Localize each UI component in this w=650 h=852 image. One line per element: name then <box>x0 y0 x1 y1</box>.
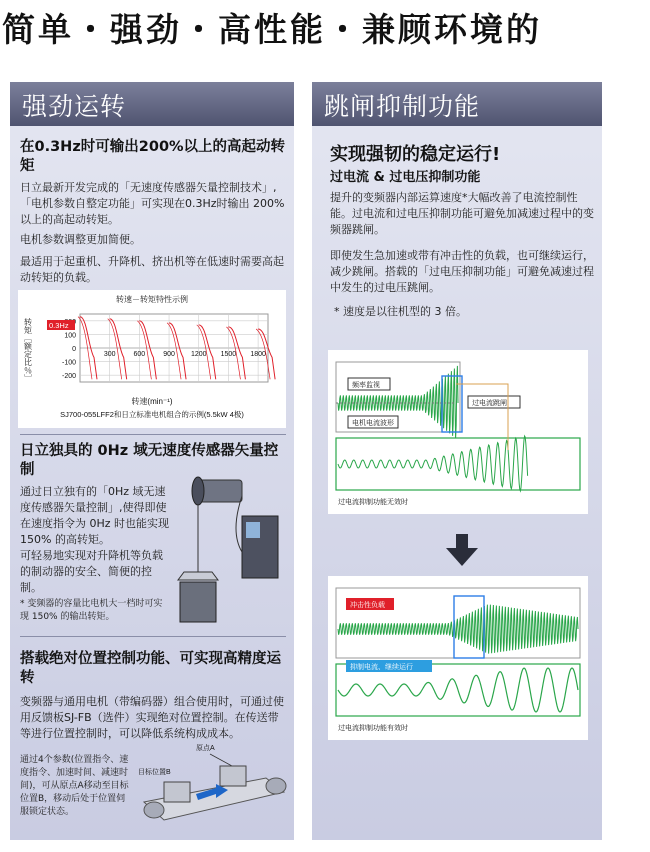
target-b-label: 目标位置B <box>138 769 171 776</box>
torque-chart-panel <box>18 290 286 428</box>
chart-y-tick: -100 <box>61 359 76 367</box>
chart-x-tick: 1200 <box>190 351 207 358</box>
box-origin <box>220 766 246 786</box>
left-column-title: 强劲运转 <box>10 82 294 126</box>
s1-heading: 在0.3Hz时可输出200%以上的高起动转矩 <box>20 139 286 174</box>
load-box <box>180 582 216 622</box>
chart-y-tick: 100 <box>64 332 76 340</box>
conveyor-roller-right <box>266 778 286 794</box>
right-column <box>312 82 602 840</box>
s1-paragraph-1: 日立最新开发完成的「无速度传感器矢量控制技术」,「电机参数自整定功能」可实现在0.3Hz时输出 200% 以上的高起动转矩。 <box>20 181 285 226</box>
conveyor-illustration <box>136 738 288 832</box>
graph1-caption: 过电流抑制功能无效时 <box>338 499 408 506</box>
hoist-illustration <box>170 472 288 632</box>
chart-x-tick: 300 <box>103 351 116 358</box>
graph1-current-label: 电机电流波形 <box>352 420 394 427</box>
chart-x-tick: 600 <box>133 351 146 358</box>
down-arrow-icon <box>446 534 478 566</box>
s2-heading: 日立独具的 0Hz 域无速度传感器矢量控制 <box>20 443 279 478</box>
s3-heading: 搭载绝对位置控制功能、可实现高精度运转 <box>20 651 281 686</box>
s3-note: 通过4个参数(位置指令、速度指令、加速时间、减速时间)，可从原点A移动至目标位置B，移动后处于位置伺服锁定状态。 <box>20 755 129 817</box>
s2-note: * 变频器的容量比电机大一档时可实现 150% 的输出转矩。 <box>20 599 163 622</box>
graph1-trip-label: 过电流跳闸 <box>472 400 507 407</box>
graph-disabled <box>328 350 588 514</box>
chart-x-label: 转速(min⁻¹) <box>131 397 173 406</box>
chart-grid <box>80 314 268 382</box>
left-column <box>10 82 294 840</box>
right-column-title: 跳闸抑制功能 <box>312 82 602 126</box>
page-headline: 简单・强劲・高性能・兼顾环境的 <box>2 10 542 49</box>
chart-title: 转速－转矩特性示例 <box>116 295 188 304</box>
right-note: * 速度是以往机型的 3 倍。 <box>334 305 467 318</box>
conveyor-roller-left <box>144 802 164 818</box>
right-paragraph-1: 提升的变频器内部运算速度*大幅改善了电流控制性能。过电流和过电压抑制功能可避免加减速过程中的变频器跳闸。 <box>330 191 594 236</box>
chart-caption: SJ700-055LFF2和日立标准电机组合的示例(5.5kW 4极) <box>60 410 244 419</box>
graph2-caption: 过电流抑制功能有效时 <box>338 725 408 732</box>
torque-speed-chart <box>18 290 286 428</box>
graph-enabled <box>328 576 588 740</box>
origin-leader <box>210 754 232 766</box>
chart-marker-label: 0.3Hz <box>49 321 69 330</box>
s3-paragraph-1: 变频器与通用电机（带编码器）组合使用时，可通过使用反馈板SJ-FB（选件）实现绝对位置控制。在传送带等进行位置控制时，可以降低系统构成成本。 <box>20 695 284 740</box>
motor-body <box>198 480 242 502</box>
divider-1 <box>20 434 286 435</box>
origin-a-label: 原点A <box>196 745 215 752</box>
cable <box>236 496 242 552</box>
inverter-panel <box>246 522 260 538</box>
chart-curve <box>110 319 127 380</box>
chart-y-label: 转矩［额定比％］ <box>23 318 33 382</box>
chart-x-tick: 900 <box>163 351 175 358</box>
s1-paragraph-2: 电机参数调整更加简便。 <box>20 233 141 246</box>
s2-paragraph-1: 通过日立独有的「0Hz 域无速度传感器矢量控制」,使得即使在速度指令为 0Hz 时也能实现 150% 的高转矩。 <box>20 485 170 546</box>
graph1-freq-label: 频率监视 <box>352 382 380 389</box>
graph1-lower-frame <box>336 438 580 490</box>
hoist-hook <box>178 572 218 580</box>
right-subheading: 过电流 & 过电压抑制功能 <box>330 170 481 185</box>
graph-disabled-panel <box>328 350 588 514</box>
graph-enabled-panel <box>328 576 588 740</box>
chart-x-tick: 1800 <box>250 351 266 358</box>
s1-paragraph-3: 最适用于起重机、升降机、挤出机等在低速时需要高起动转矩的负载。 <box>20 255 284 284</box>
right-heading: 实现强韧的稳定运行! <box>330 144 501 165</box>
chart-x-tick: 1500 <box>220 351 237 358</box>
s2-paragraph-2: 可轻易地实现对升降机等负载的制动器的安全、简便的控制。 <box>20 549 163 594</box>
graph2-impact-label: 冲击性负载 <box>350 602 385 609</box>
drum-icon <box>192 477 204 505</box>
chart-y-tick: 0 <box>72 346 76 353</box>
box-target <box>164 782 190 802</box>
chart-y-tick: -200 <box>61 373 76 381</box>
divider-2 <box>20 636 286 637</box>
graph2-continue-label: 抑制电流、继续运行 <box>350 664 413 671</box>
right-paragraph-2: 即使发生急加速或带有冲击性的负载，也可继续运行，减少跳闸。搭载的「过电压抑制功能」可避免减速过程中发生的过电压跳闸。 <box>330 249 594 294</box>
